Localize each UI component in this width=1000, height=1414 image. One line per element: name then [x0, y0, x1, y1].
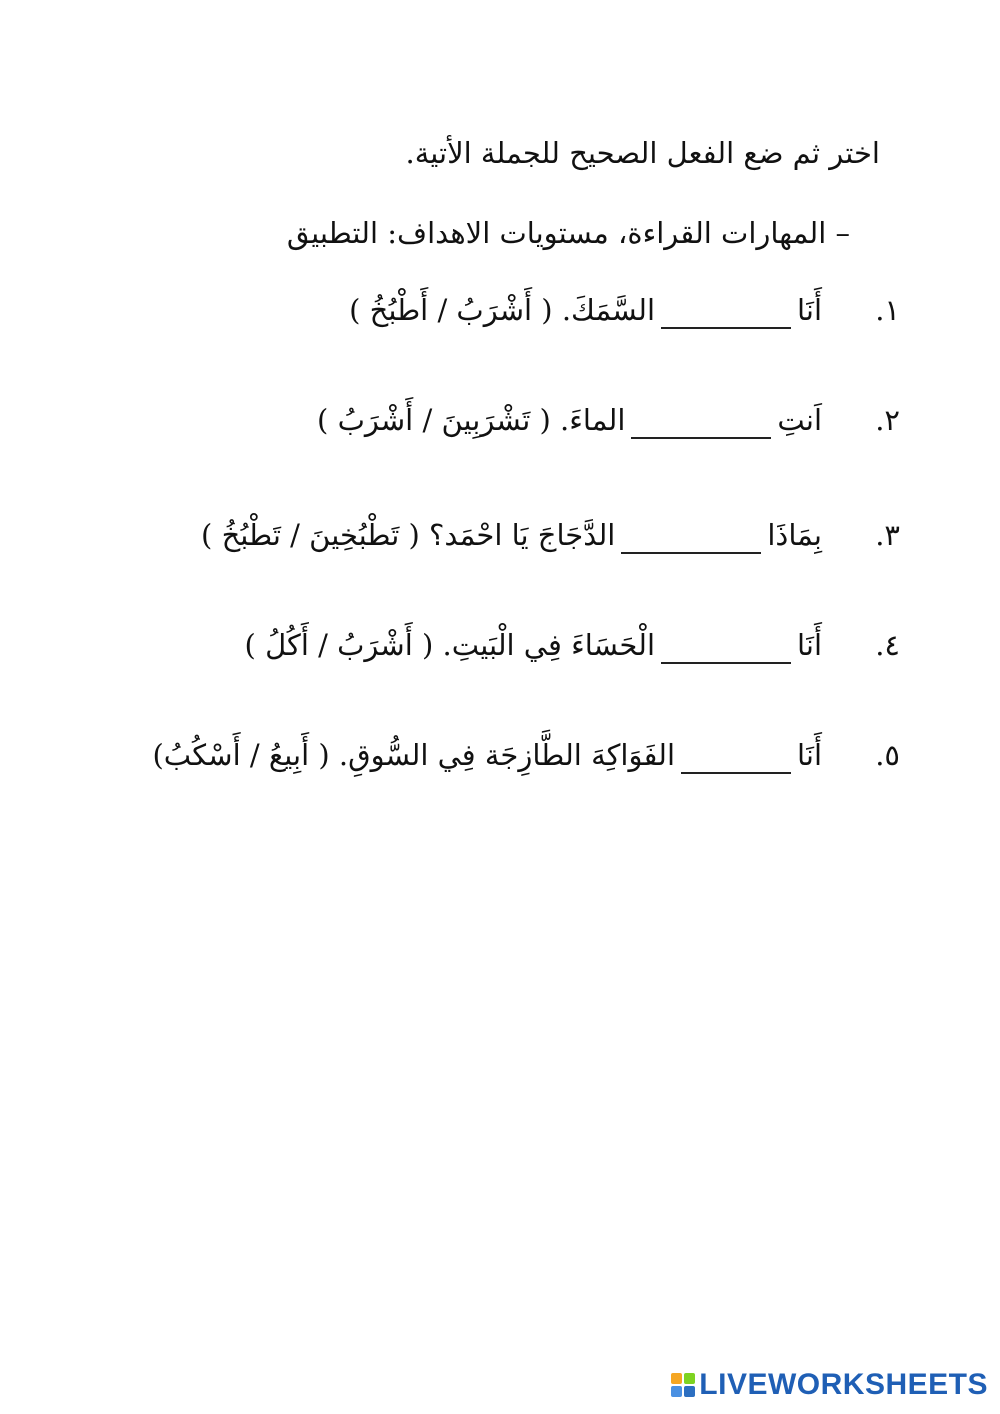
- liveworksheets-logo-icon: [671, 1373, 695, 1397]
- brand-name: LIVEWORKSHEETS: [699, 1368, 988, 1401]
- question-text-before: بِمَاذَا: [767, 518, 822, 552]
- question-number: ٣.: [875, 518, 900, 552]
- question-3: [201, 515, 900, 555]
- question-1: [349, 290, 900, 330]
- question-5: [152, 735, 900, 775]
- instruction-text: اختر ثم ضع الفعل الصحيح للجملة الأتية.: [405, 136, 880, 170]
- question-text-after: الْحَسَاءَ فِي الْبَيتِ. ( أَشْرَبُ / أَكُلُ ): [244, 628, 656, 662]
- liveworksheets-brand: [671, 1368, 988, 1402]
- question-text-before: اَنتِ: [777, 403, 822, 437]
- question-text-after: الدَّجَاجَ يَا احْمَد؟ ( تَطْبُخِينَ / تَطْبُخُ ): [201, 518, 616, 552]
- question-text-after: الماءَ. ( تَشْرَبِينَ / أَشْرَبُ ): [317, 403, 626, 437]
- question-text-before: أَنَا: [797, 293, 822, 327]
- question-text-before: أَنَا: [797, 628, 822, 662]
- question-number: ٥.: [875, 738, 900, 772]
- question-text-after: السَّمَكَ. ( أَشْرَبُ / أَطْبُخُ ): [349, 293, 656, 327]
- question-number: ٢.: [875, 403, 900, 437]
- question-number: ١.: [875, 293, 900, 327]
- answer-blank-4[interactable]: [661, 640, 791, 664]
- answer-blank-2[interactable]: [631, 415, 771, 439]
- question-4: [245, 625, 900, 665]
- question-number: ٤.: [875, 628, 900, 662]
- question-text-after: الفَوَاكِهَ الطَّازِجَة فِي السُّوقِ. ( أَبِيعُ / أَسْكُبُ): [152, 738, 676, 772]
- answer-blank-3[interactable]: [621, 530, 761, 554]
- answer-blank-1[interactable]: [661, 305, 791, 329]
- question-2: [317, 400, 900, 440]
- answer-blank-5[interactable]: [681, 750, 791, 774]
- question-text-before: أَنَا: [797, 738, 822, 772]
- objectives-text: – المهارات القراءة، مستويات الاهداف: التطبيق: [286, 216, 850, 250]
